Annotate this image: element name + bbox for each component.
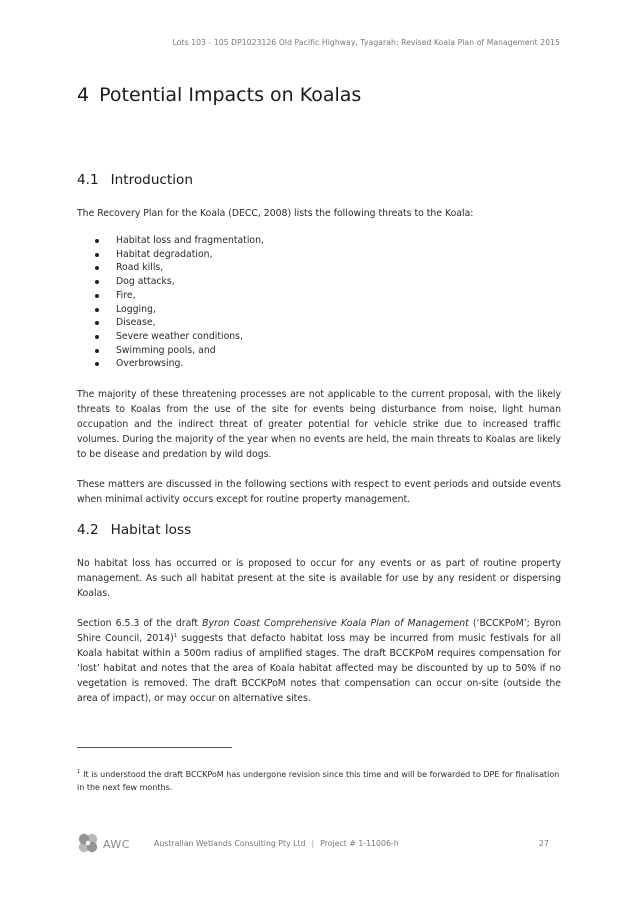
- list-item: Disease,: [95, 316, 264, 330]
- intro-paragraph: The Recovery Plan for the Koala (DECC, 2008) lists the following threats to the Koala:: [77, 208, 474, 219]
- logo-text: AWC: [103, 838, 130, 851]
- list-item: Severe weather conditions,: [95, 330, 264, 344]
- list-item: Fire,: [95, 289, 264, 303]
- section-heading-habitat-loss: [77, 522, 191, 538]
- document-title-italic: Byron Coast Comprehensive Koala Plan of Management: [202, 618, 469, 629]
- list-item: Habitat loss and fragmentation,: [95, 234, 264, 248]
- list-item: Dog attacks,: [95, 275, 264, 289]
- chapter-title: [77, 84, 361, 106]
- matters-paragraph: These matters are discussed in the following sections with respect to event periods and outside events when minimal activity occurs except for routine property management.: [77, 479, 561, 505]
- running-header: Lots 103 - 105 DP1023126 Old Pacific Highway, Tyagarah: Revised Koala Plan of Management 2015: [172, 38, 560, 47]
- bullet-icon: [95, 349, 99, 353]
- page-number: 27: [539, 839, 549, 848]
- section-title: Habitat loss: [110, 522, 192, 538]
- bullet-icon: [95, 294, 99, 298]
- bullet-icon: [95, 335, 99, 339]
- section-heading-introduction: [77, 172, 193, 188]
- bullet-icon: [95, 308, 99, 312]
- section-title: Introduction: [110, 172, 193, 188]
- footnote-marker: 1: [77, 769, 81, 776]
- threats-list: [95, 234, 264, 371]
- page-footer: [0, 828, 638, 860]
- project-number: Project # 1-11006-h: [320, 839, 399, 848]
- bullet-icon: [95, 253, 99, 257]
- bullet-icon: [95, 321, 99, 325]
- section-number: 4.1: [77, 172, 99, 188]
- list-item: Swimming pools, and: [95, 344, 264, 358]
- list-item: Road kills,: [95, 261, 264, 275]
- bullet-icon: [95, 280, 99, 284]
- list-item: Overbrowsing.: [95, 357, 264, 371]
- company-name: Australian Wetlands Consulting Pty Ltd: [154, 839, 306, 848]
- awc-logo-icon: [76, 831, 100, 855]
- list-item: Habitat degradation,: [95, 248, 264, 262]
- threats-discussion-paragraph: The majority of these threatening processes are not applicable to the current proposal, with the likely threats to Koalas from the use of the site for events being disturbance from noise, light human occupation and the indirect threat of greater potential for vehicle strike due to increased traffic volumes. During the majority of the year when no events are held, the main threats to Koalas are likely to be disease and predation by wild dogs.: [77, 389, 561, 460]
- footnote-text: It is understood the draft BCCKPoM has undergone revision since this time and will be forwarded to DPE for finalisation in the next few months.: [77, 770, 560, 792]
- chapter-number: 4: [77, 84, 90, 106]
- footer-separator: |: [311, 839, 315, 848]
- footer-company-project: [154, 839, 399, 848]
- bullet-icon: [95, 266, 99, 270]
- section-number: 4.2: [77, 522, 99, 538]
- footnote-divider: [77, 747, 232, 748]
- footnote-reference[interactable]: 1: [173, 632, 178, 639]
- bullet-icon: [95, 239, 99, 243]
- bcckpom-paragraph: Section 6.5.3 of the draft Byron Coast Comprehensive Koala Plan of Management (‘BCCKPoM’; Byron Shire Council, 2014)$^1$ suggests that defacto habitat loss may be incurred from music festivals for all Koala habitat within a 500m radius of amplified stages. The draft BCCKPoM requires compensation for ‘lost’ habitat and notes that the area of Koala habitat affected may be discounted by up to 50% if no vegetation is removed. The draft BCCKPoM notes that compensation can occur on-site (outside the area of impact), or may occur on alternative sites.: [77, 618, 562, 704]
- habitat-loss-paragraph: No habitat loss has occurred or is proposed to occur for any events or as part of routine property management. As such all habitat present at the site is available for use by any resident or dispersing Koalas.: [77, 558, 561, 599]
- list-item: Logging,: [95, 303, 264, 317]
- footnote: [77, 769, 561, 794]
- bullet-icon: [95, 362, 99, 366]
- chapter-title-text: Potential Impacts on Koalas: [99, 84, 362, 106]
